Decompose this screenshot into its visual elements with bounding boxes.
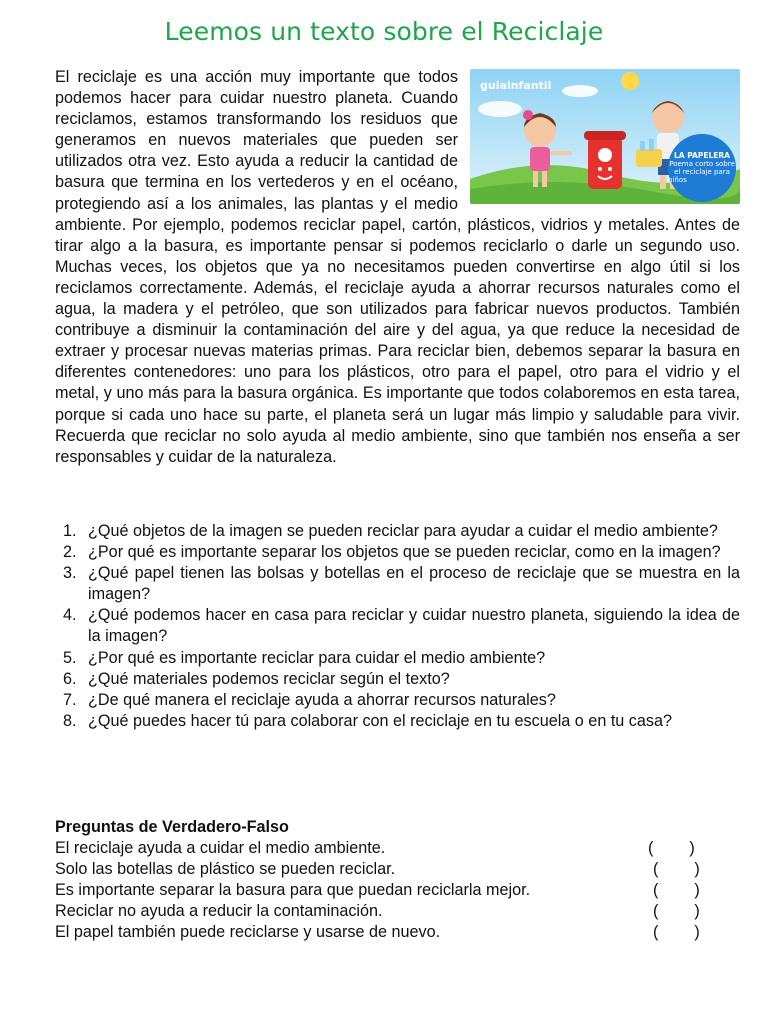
question-text: ¿De qué manera el reciclaje ayuda a ahorrar recursos naturales? (88, 690, 556, 709)
true-false-section (55, 817, 740, 944)
true-false-row (55, 859, 740, 880)
reading-passage (55, 67, 740, 468)
question-text: ¿Qué objetos de la imagen se pueden reciclar para ayudar a cuidar el medio ambiente? (88, 522, 718, 540)
question-item (55, 690, 740, 711)
question-text: ¿Por qué es importante reciclar para cuidar el medio ambiente? (88, 648, 546, 667)
question-number: 3. (63, 564, 77, 583)
question-number: 2. (63, 543, 77, 562)
true-false-row (55, 901, 740, 922)
statement-text: Solo las botellas de plástico se pueden reciclar. (55, 860, 396, 879)
answer-blank[interactable]: ( ) (653, 881, 700, 900)
question-item (55, 669, 740, 690)
poem-badge (668, 134, 736, 202)
answer-blank[interactable]: ( ) (653, 860, 700, 879)
question-item (55, 563, 740, 605)
question-list (55, 521, 740, 732)
question-item (55, 711, 740, 732)
badge-text: Poema corto sobre el reciclaje para niños (668, 160, 735, 184)
reading-text: El reciclaje es una acción muy importante que todos podemos hacer para cuidar nuestro planeta. Cuando reciclamos, estamos transformando los residuos que generamos en nuevos materiales que pueden ser utilizados otra vez. Esto ayuda a reducir la cantidad de basura que termina en los vertederos y en el océano, protegiendo así a los animales, las plantas y el medio ambiente. Por ejemplo, podemos reciclar papel, cartón, plásticos, vidrios y metales. Antes de tirar algo a la basura, es importante pensar si podemos reciclarlo o darle un segundo uso. Muchas veces, los objetos que ya no necesitamos pueden convertirse en algo útil si los reciclamos correctamente. Además, el reciclaje ayuda a ahorrar recursos naturales como el agua, la madera y el petróleo, que son utilizados para fabricar nuevos productos. También contribuye a disminuir la contaminación del aire y del agua, ya que reduce la necesidad de extraer y procesar nuevas materias primas. Para reciclar bien, debemos separar la basura en diferentes contenedores: uno para los plásticos, otro para el papel, otro para el vidrio y el metal, y uno más para la basura orgánica. Es importante que todos colaboremos en esta tarea, porque si cada uno hace su parte, el planeta será un lugar más limpio y saludable para vivir. Recuerda que reciclar no solo ayuda al medio ambiente, sino que también nos enseña a ser responsables y cuidar de la naturaleza. (55, 68, 740, 466)
recycling-illustration (470, 69, 740, 204)
question-item (55, 521, 740, 542)
question-number: 1. (63, 522, 77, 540)
page-title: Leemos un texto sobre el Reciclaje (164, 17, 604, 46)
statement-text: Reciclar no ayuda a reducir la contaminación. (55, 902, 383, 921)
question-number: 6. (63, 669, 77, 688)
question-number: 5. (63, 648, 77, 667)
question-item (55, 605, 740, 647)
question-item (55, 648, 740, 669)
question-number: 7. (63, 690, 77, 709)
answer-blank[interactable]: ( ) (648, 839, 695, 858)
question-item (55, 542, 740, 563)
true-false-row (55, 922, 740, 943)
statement-text: El reciclaje ayuda a cuidar el medio ambiente. (55, 839, 386, 858)
question-number: 8. (63, 711, 77, 730)
image-brand-logo: guiainfantil (480, 79, 552, 92)
question-text: ¿Por qué es importante separar los objetos que se pueden reciclar, como en la imagen? (88, 543, 721, 562)
answer-blank[interactable]: ( ) (653, 923, 700, 942)
statement-text: El papel también puede reciclarse y usarse de nuevo. (55, 923, 441, 942)
true-false-title: Preguntas de Verdadero-Falso (55, 818, 289, 836)
true-false-row (55, 838, 740, 859)
statement-text: Es importante separar la basura para que puedan reciclarla mejor. (55, 881, 531, 900)
question-text: ¿Qué papel tienen las bolsas y botellas en el proceso de reciclaje que se muestra en la imagen? (88, 564, 740, 604)
badge-title: LA PAPELERA (674, 151, 730, 160)
true-false-row (55, 880, 740, 901)
question-text: ¿Qué puedes hacer tú para colaborar con el reciclaje en tu escuela o en tu casa? (88, 711, 673, 730)
question-text: ¿Qué podemos hacer en casa para reciclar y cuidar nuestro planeta, siguiendo la idea de la imagen? (88, 606, 740, 646)
answer-blank[interactable]: ( ) (653, 902, 700, 921)
question-number: 4. (63, 606, 77, 625)
question-text: ¿Qué materiales podemos reciclar según el texto? (88, 669, 450, 688)
